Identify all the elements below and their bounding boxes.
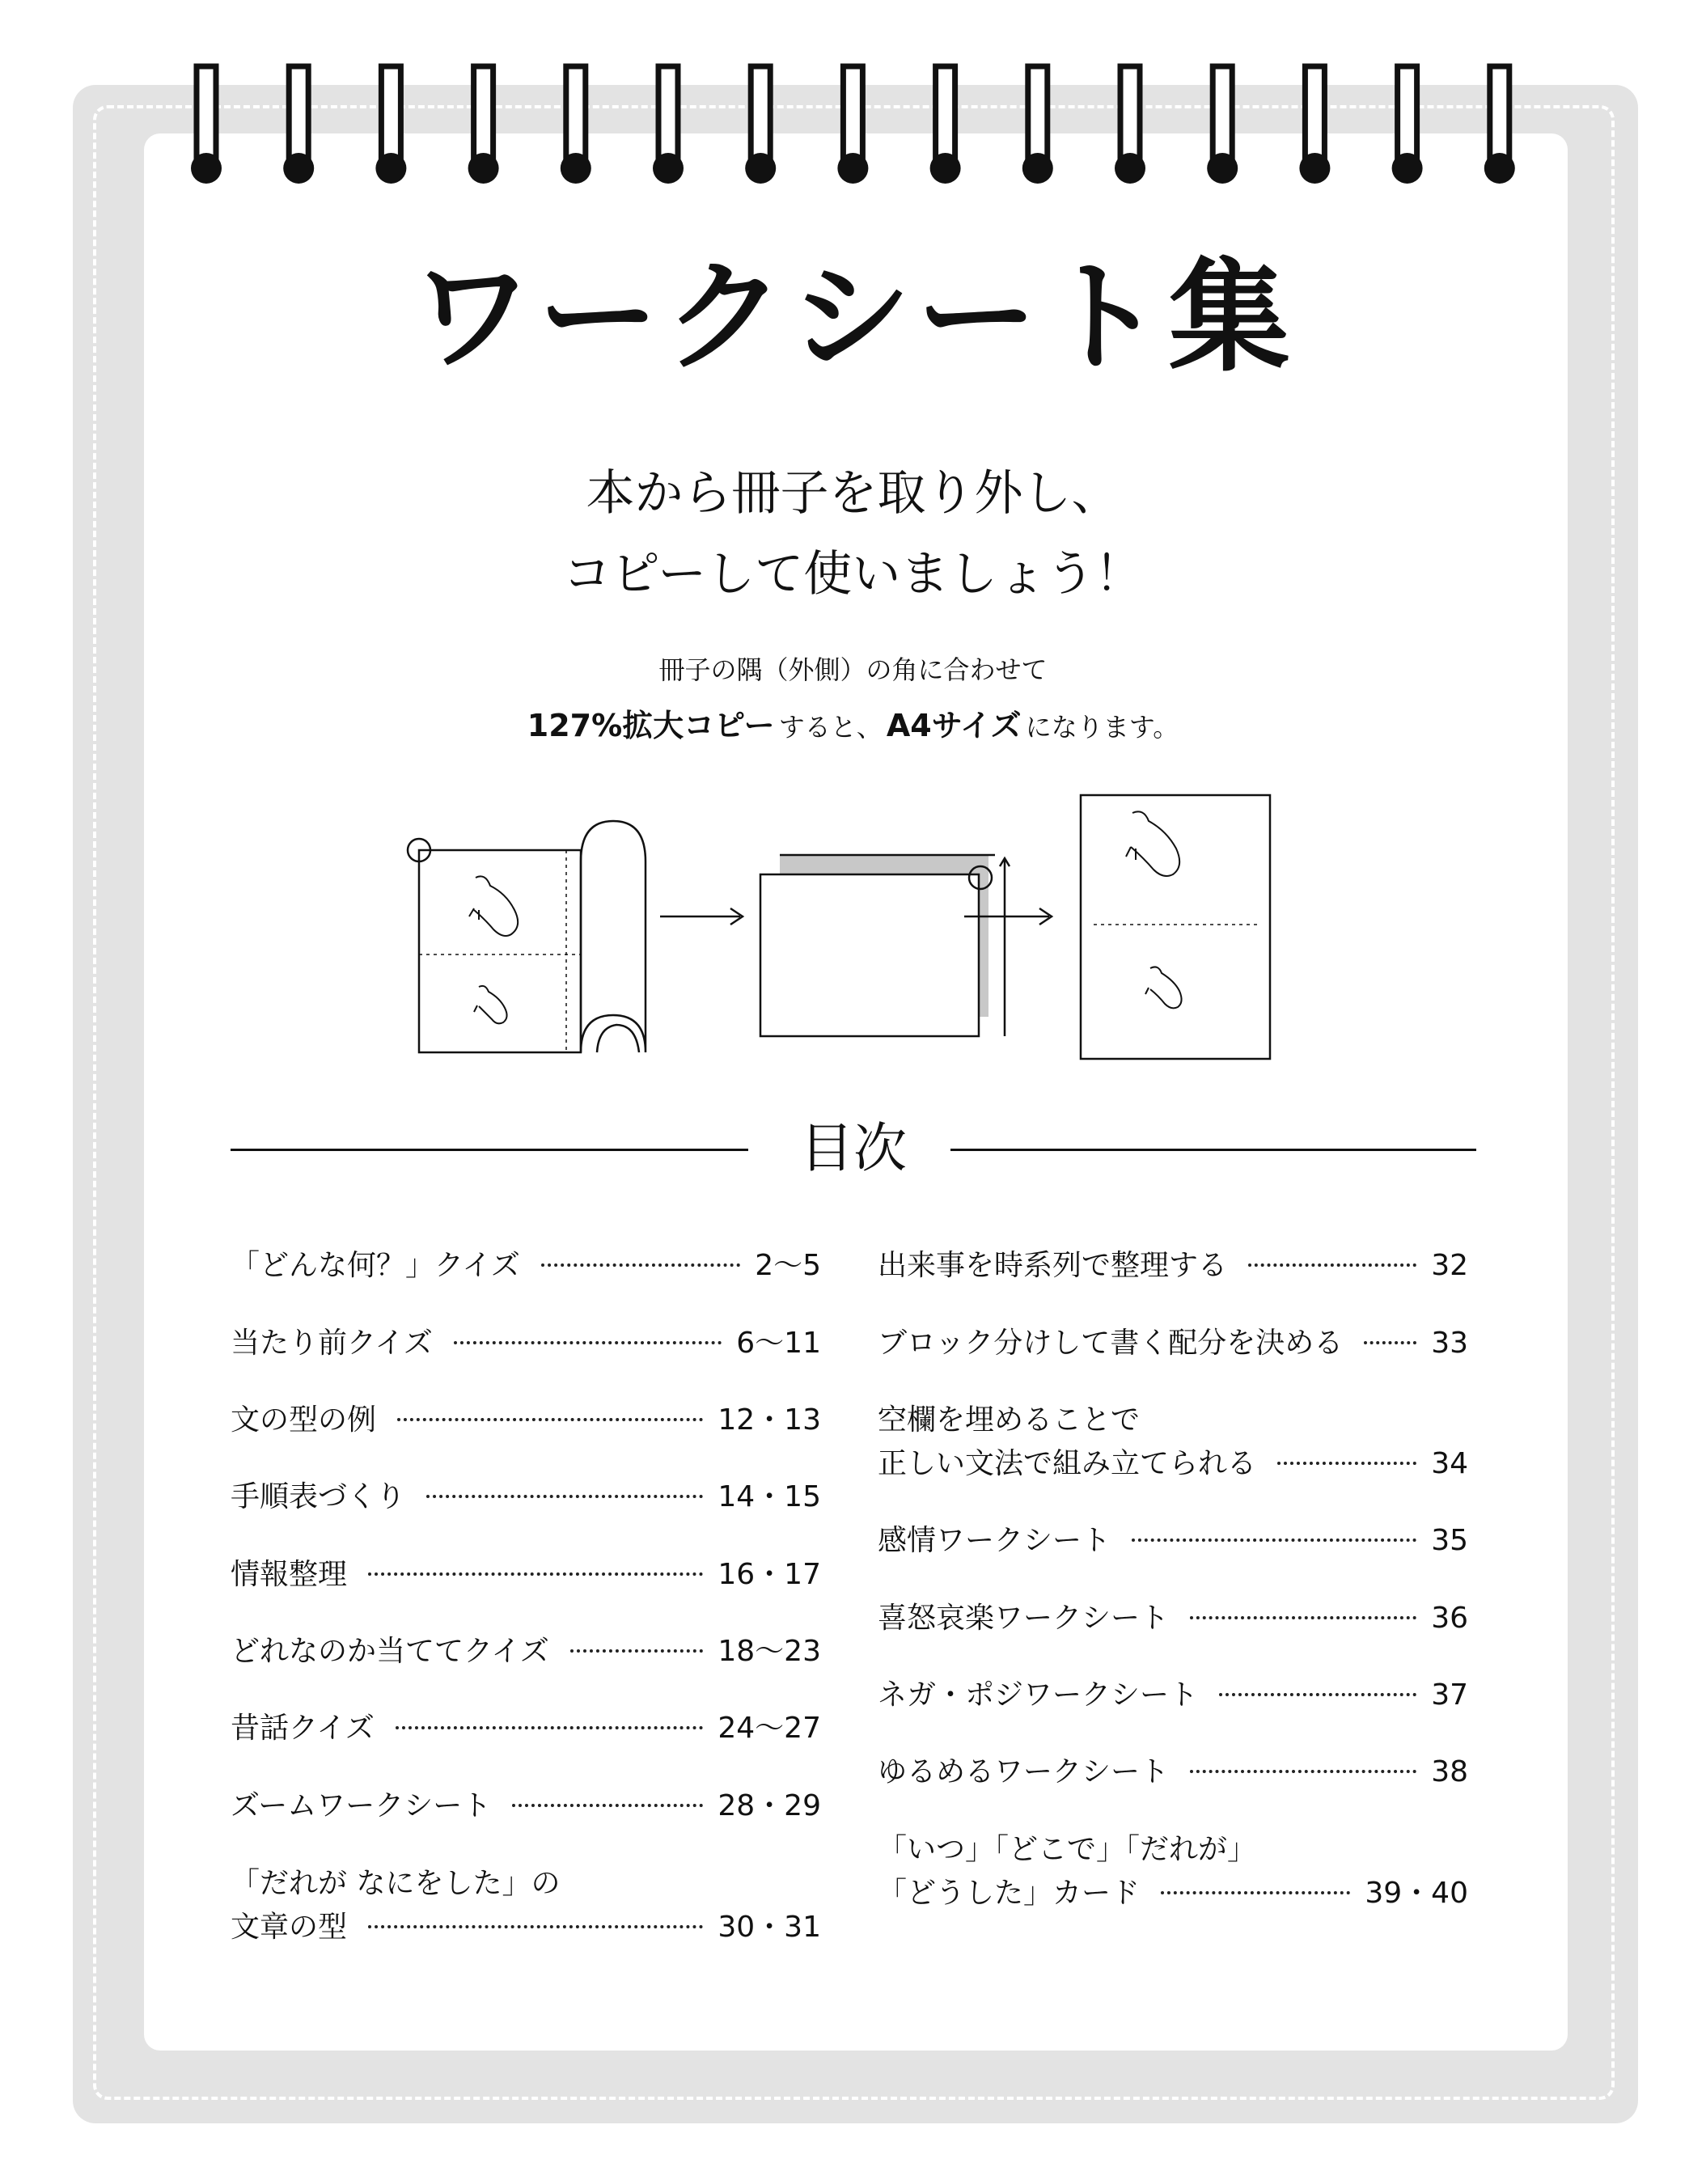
toc-entry-title: 手順表づくり bbox=[231, 1480, 406, 1513]
binder-ring bbox=[1392, 66, 1423, 184]
toc-dot-leader bbox=[397, 1418, 703, 1421]
toc-dot-leader bbox=[541, 1263, 740, 1267]
copy-note-line2 bbox=[0, 710, 1706, 741]
binder-ring bbox=[745, 66, 776, 184]
toc-dot-leader bbox=[368, 1572, 703, 1576]
copy-note-end: になります。 bbox=[1025, 712, 1179, 743]
binder-ring bbox=[653, 66, 684, 184]
bird-sketch-4 bbox=[1145, 967, 1182, 1008]
binder-ring bbox=[191, 66, 222, 184]
toc-entry[interactable] bbox=[878, 1519, 1468, 1563]
toc-entry-title: 喜怒哀楽ワークシート bbox=[878, 1602, 1170, 1635]
book-curl bbox=[581, 821, 646, 1052]
binder-ring bbox=[283, 66, 314, 184]
toc-page-number: 6〜11 bbox=[736, 1327, 821, 1360]
toc-entry-title: ブロック分けして書く配分を決める bbox=[878, 1327, 1344, 1360]
toc-heading bbox=[231, 1116, 1476, 1181]
toc-dot-leader bbox=[1248, 1263, 1416, 1267]
toc-entry[interactable] bbox=[231, 1475, 821, 1519]
copy-note-emphasis-scale: 127%拡大コピー bbox=[527, 708, 775, 743]
binder-ring bbox=[930, 66, 961, 184]
toc-entry-title: 当たり前クイズ bbox=[231, 1327, 433, 1360]
toc-dot-leader bbox=[1364, 1341, 1416, 1344]
copy-note-text: 冊子の隅（外側）の角に合わせて bbox=[658, 654, 1048, 685]
toc-entry[interactable] bbox=[231, 1553, 821, 1597]
toc-entry[interactable] bbox=[878, 1399, 1468, 1486]
toc-page-number: 36 bbox=[1431, 1602, 1468, 1635]
toc-dot-leader bbox=[570, 1649, 704, 1653]
toc-entry-title: 正しい文法で組み立てられる bbox=[878, 1447, 1257, 1480]
toc-dot-leader bbox=[454, 1341, 722, 1344]
toc-entry-title: 「どうした」カード bbox=[878, 1877, 1141, 1910]
toc-heading-label: 目次 bbox=[800, 1117, 907, 1179]
binder-ring bbox=[837, 66, 868, 184]
toc-page-number: 16・17 bbox=[718, 1558, 821, 1591]
copy-sheet bbox=[760, 874, 979, 1036]
toc-entry[interactable] bbox=[878, 1244, 1468, 1288]
toc-dot-leader bbox=[1161, 1891, 1350, 1894]
toc-page-number: 39・40 bbox=[1365, 1877, 1468, 1910]
binder-ring bbox=[561, 66, 591, 184]
binder-rings bbox=[0, 0, 1706, 194]
toc-entry-title: 「どんな何？」クイズ bbox=[231, 1249, 520, 1282]
toc-entry[interactable] bbox=[231, 1707, 821, 1750]
toc-entry-title: ネガ・ポジワークシート bbox=[878, 1678, 1199, 1712]
toc-rule-right bbox=[950, 1149, 1476, 1151]
toc-page-number: 24〜27 bbox=[718, 1712, 821, 1745]
toc-page-number: 18〜23 bbox=[718, 1635, 821, 1668]
binder-ring bbox=[1484, 66, 1515, 184]
toc-page-number: 28・29 bbox=[718, 1789, 821, 1822]
toc-entry-title-line1: 空欄を埋めることで bbox=[878, 1403, 1141, 1437]
toc-dot-leader bbox=[1132, 1539, 1416, 1542]
toc-entry-title: 出来事を時系列で整理する bbox=[878, 1249, 1228, 1282]
page-title: ワークシート集 bbox=[411, 248, 1295, 388]
toc-entry-title: ズームワークシート bbox=[231, 1789, 492, 1822]
binder-ring bbox=[468, 66, 499, 184]
copy-instruction-diagram bbox=[404, 789, 1294, 1072]
toc-entry[interactable] bbox=[231, 1784, 821, 1828]
toc-page-number: 38 bbox=[1431, 1755, 1468, 1788]
toc-page-number: 37 bbox=[1431, 1678, 1468, 1712]
binder-ring bbox=[375, 66, 406, 184]
binder-ring bbox=[1022, 66, 1053, 184]
binder-ring bbox=[1299, 66, 1330, 184]
toc-entry[interactable] bbox=[231, 1322, 821, 1365]
toc-page-number: 14・15 bbox=[718, 1480, 821, 1513]
toc-page-number: 35 bbox=[1431, 1524, 1468, 1557]
toc-entry-title: ゆるめるワークシート bbox=[878, 1755, 1170, 1788]
toc-entry[interactable] bbox=[878, 1597, 1468, 1640]
booklet-page bbox=[419, 850, 581, 1052]
toc-entry[interactable] bbox=[878, 1322, 1468, 1365]
toc-page-number: 34 bbox=[1431, 1447, 1468, 1480]
toc-entry-title-line1: 「だれが なにをした」の bbox=[231, 1867, 561, 1900]
toc-entry[interactable] bbox=[878, 1750, 1468, 1794]
toc-entry-title-line1: 「いつ」「どこで」「だれが」 bbox=[878, 1833, 1257, 1866]
toc-dot-leader bbox=[396, 1726, 704, 1729]
bird-sketch-2 bbox=[474, 986, 507, 1023]
binder-ring bbox=[1207, 66, 1238, 184]
bird-sketch-1 bbox=[469, 876, 518, 936]
binder-ring bbox=[1115, 66, 1145, 184]
toc-dot-leader bbox=[1277, 1462, 1416, 1465]
toc-dot-leader bbox=[1219, 1693, 1416, 1696]
toc-dot-leader bbox=[1190, 1770, 1416, 1773]
toc-entry-title: 情報整理 bbox=[231, 1558, 348, 1591]
toc-dot-leader bbox=[512, 1804, 703, 1807]
toc-page-number: 2〜5 bbox=[755, 1249, 821, 1282]
toc-dot-leader bbox=[1190, 1616, 1416, 1619]
toc-dot-leader bbox=[368, 1925, 703, 1928]
toc-entry[interactable] bbox=[231, 1630, 821, 1674]
copy-note-emphasis-size: A4サイズ bbox=[886, 708, 1022, 743]
toc-entry[interactable] bbox=[231, 1862, 821, 1949]
toc-page-number: 30・31 bbox=[718, 1911, 821, 1944]
toc-dot-leader bbox=[426, 1495, 703, 1498]
toc-entry-title: 感情ワークシート bbox=[878, 1524, 1111, 1557]
toc-entry[interactable] bbox=[878, 1828, 1468, 1915]
toc-page-number: 33 bbox=[1431, 1327, 1468, 1360]
subtitle-line1: 本から冊子を取り外し、 bbox=[586, 465, 1120, 522]
toc-page-number: 32 bbox=[1431, 1249, 1468, 1282]
copy-note-line1 bbox=[0, 654, 1706, 685]
copy-note-mid: すると、 bbox=[778, 712, 883, 743]
toc-entry[interactable] bbox=[231, 1399, 821, 1442]
toc-entry-title: どれなのか当ててクイズ bbox=[231, 1635, 549, 1668]
toc-page-number: 12・13 bbox=[718, 1403, 821, 1437]
bird-sketch-3 bbox=[1126, 811, 1179, 876]
toc-entry-title: 文の型の例 bbox=[231, 1403, 377, 1437]
toc-entry[interactable] bbox=[231, 1244, 821, 1288]
toc-entry[interactable] bbox=[878, 1674, 1468, 1717]
toc-entry-title: 昔話クイズ bbox=[231, 1712, 375, 1745]
subtitle-line2: コピーして使いましょう！ bbox=[562, 546, 1144, 603]
a4-result-page bbox=[1081, 795, 1270, 1059]
toc-entry-title: 文章の型 bbox=[231, 1911, 348, 1944]
